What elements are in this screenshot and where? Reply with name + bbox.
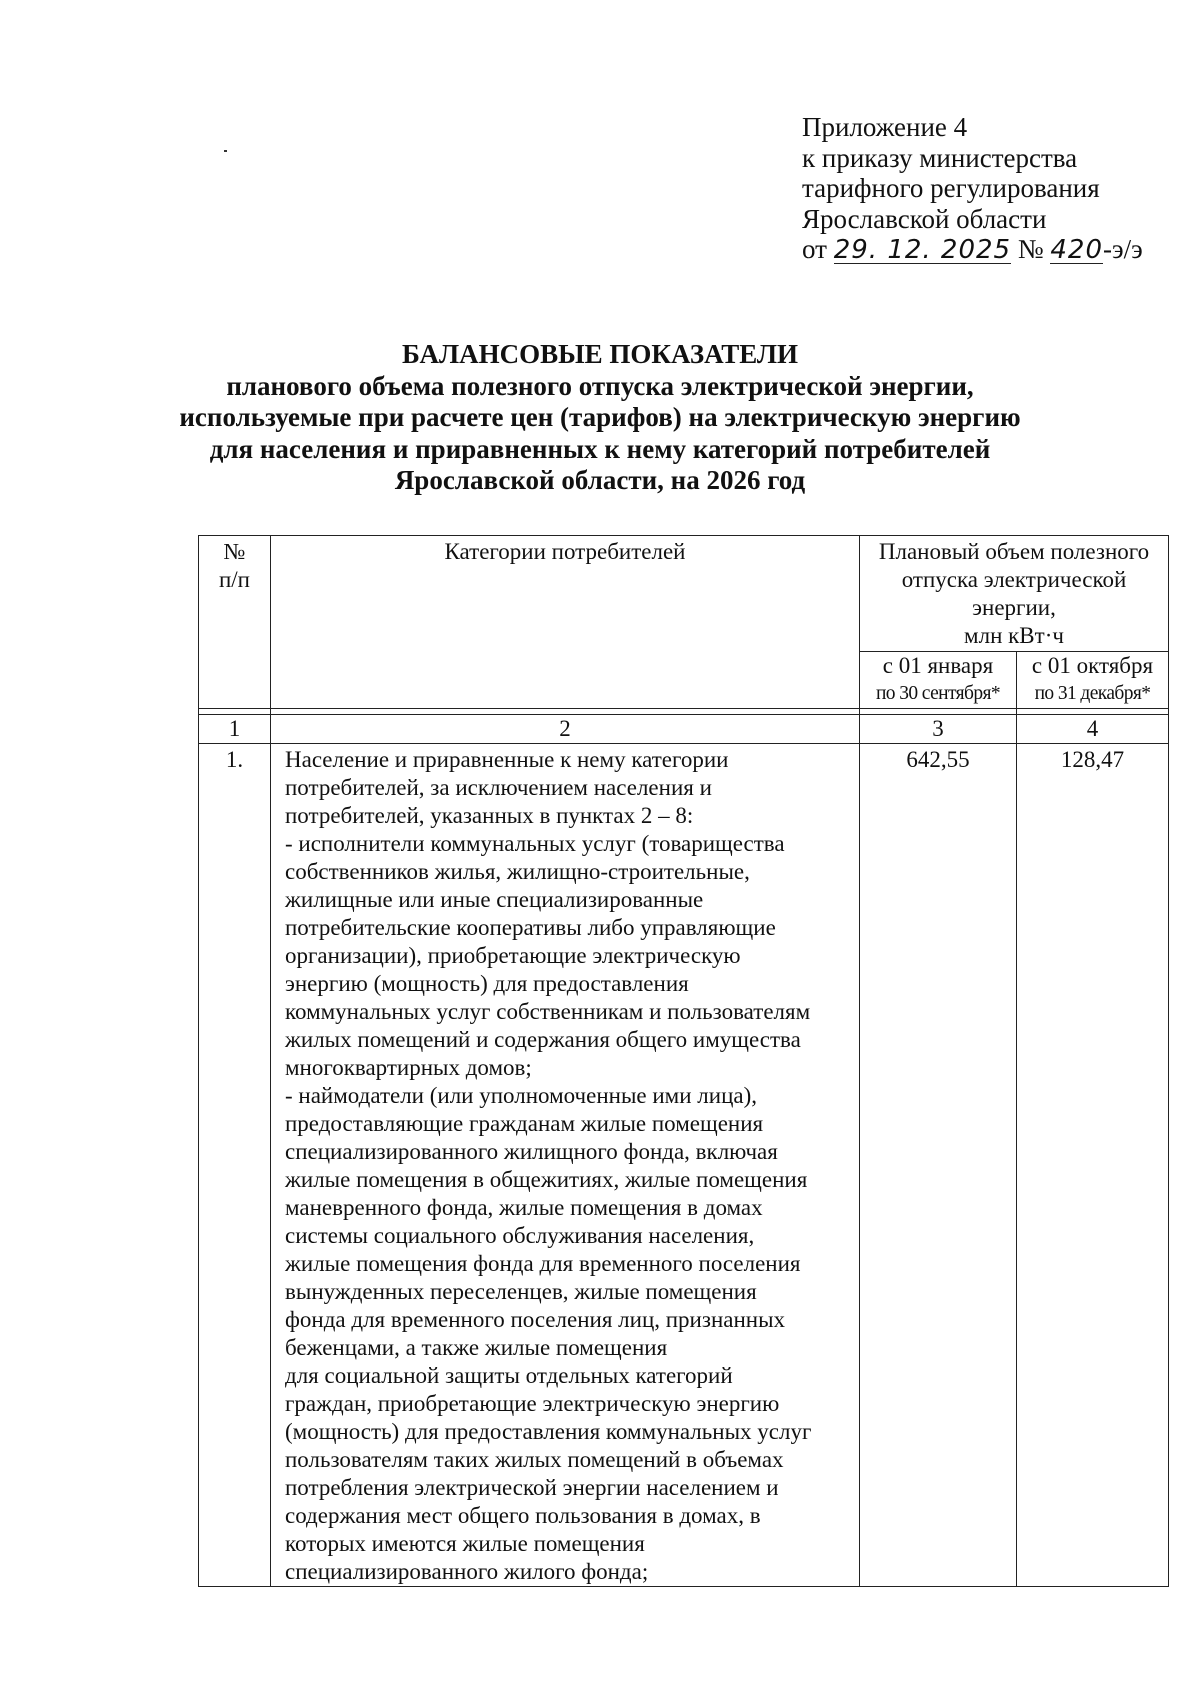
header-period2-cell [1017, 652, 1169, 709]
description-line: - наймодатели (или уполномоченные ими лица), [285, 1083, 757, 1108]
header-volume-line: энергии, [972, 595, 1056, 620]
description-line: маневренного фонда, жилые помещения в домах [285, 1195, 763, 1220]
description-line: вынужденных переселенцев, жилые помещения [285, 1279, 757, 1304]
description-line: потребительские кооперативы либо управляющие [285, 915, 776, 940]
order-suffix: -э/э [1103, 234, 1143, 264]
column-number: 3 [860, 715, 1017, 744]
description-line: жилые помещения фонда для временного поселения [285, 1251, 801, 1276]
title-line: используемые при расчете цен (тарифов) на электрическую энергию [179, 402, 1021, 432]
description-line: беженцами, а также жилые помещения [285, 1335, 668, 1360]
title-line: для населения и приравненных к нему категорий потребителей [209, 433, 991, 464]
header-volume-unit: млн кВт·ч [964, 623, 1064, 648]
column-number: 4 [1017, 715, 1169, 744]
header-num-symbol: № [223, 539, 246, 564]
table-header-row [199, 536, 1169, 652]
header-period1-cell [860, 652, 1017, 709]
row-number: 1. [199, 744, 271, 1587]
scan-speck [224, 150, 227, 152]
description-line: граждан, приобретающие электрическую энергию [285, 1391, 780, 1416]
appendix-line: к приказу министерства [802, 142, 1078, 173]
description-line: жилых помещений и содержания общего имущества [285, 1027, 801, 1052]
column-number-row [199, 715, 1169, 744]
header-volume-cell [860, 536, 1169, 652]
description-line: (мощность) для предоставления коммунальных услуг [285, 1419, 812, 1444]
period2-start: с 01 октября [1031, 653, 1154, 678]
title-line: Ярославской области, на 2026 год [394, 465, 806, 495]
description-line: Население и приравненные к нему категории [285, 747, 729, 772]
header-num-abbr: п/п [218, 567, 250, 592]
row-description [271, 744, 860, 1587]
balance-table [198, 535, 1169, 1587]
description-lines [285, 746, 853, 1586]
description-line: потребителей, указанных в пунктах 2 – 8: [285, 803, 694, 828]
description-line: коммунальных услуг собственникам и пользователям [285, 999, 811, 1024]
header-volume-line: отпуска электрической [901, 567, 1127, 592]
column-number: 1 [199, 715, 271, 744]
description-line: предоставляющие гражданам жилые помещения [285, 1111, 764, 1136]
description-line: - исполнители коммунальных услуг (товарищества [285, 831, 785, 856]
appendix-line: тарифного регулирования [802, 173, 1100, 203]
title-heading: БАЛАНСОВЫЕ ПОКАЗАТЕЛИ [402, 339, 798, 369]
description-line: пользователям таких жилых помещений в объемах [285, 1447, 784, 1472]
row-value-period1: 642,55 [860, 744, 1017, 1587]
description-line: для социальной защиты отдельных категорий [285, 1363, 733, 1388]
title-line: планового объема полезного отпуска электрической энергии, [226, 370, 974, 401]
handwritten-date: 29. 12. 2025 [833, 235, 1012, 265]
row-value-period2: 128,47 [1017, 744, 1169, 1587]
description-line: потребителей, за исключением населения и [285, 775, 712, 800]
period2-end: по 31 декабря* [1034, 683, 1151, 704]
number-sign: № [1017, 234, 1044, 264]
description-line: собственников жилья, жилищно-строительные, [285, 859, 750, 884]
date-prefix: от [802, 234, 827, 264]
description-line: многоквартирных домов; [285, 1055, 532, 1080]
header-category-label: Категории потребителей [444, 539, 686, 564]
header-volume-line: Плановый объем полезного [878, 539, 1150, 564]
description-line: фонда для временного поселения лиц, признанных [285, 1307, 786, 1332]
order-date-line [802, 234, 1143, 265]
period1-start: с 01 января [882, 653, 994, 678]
table-row [199, 744, 1169, 1587]
header-category-cell [271, 536, 860, 709]
description-line: потребления электрической энергии населением и [285, 1475, 779, 1500]
description-line: жилые помещения в общежитиях, жилые помещения [285, 1167, 808, 1192]
description-line: содержания мест общего пользования в домах, в [285, 1503, 761, 1528]
description-line: которых имеются жилые помещения [285, 1531, 645, 1556]
period1-end: по 30 сентября* [875, 683, 1001, 704]
description-line: энергию (мощность) для предоставления [285, 971, 689, 996]
description-line: системы социального обслуживания населения, [285, 1223, 755, 1248]
appendix-line: Приложение 4 [802, 112, 968, 142]
appendix-line: Ярославской области [802, 203, 1047, 234]
document-title [150, 339, 1050, 497]
description-line: специализированного жилищного фонда, включая [285, 1139, 778, 1164]
description-line: специализированного жилого фонда; [285, 1559, 649, 1584]
header-num-cell [199, 536, 271, 709]
appendix-header [802, 112, 1143, 265]
handwritten-order-number: 420 [1050, 235, 1104, 265]
description-line: жилищные или иные специализированные [285, 887, 704, 912]
column-number: 2 [271, 715, 860, 744]
description-line: организации), приобретающие электрическую [285, 943, 741, 968]
